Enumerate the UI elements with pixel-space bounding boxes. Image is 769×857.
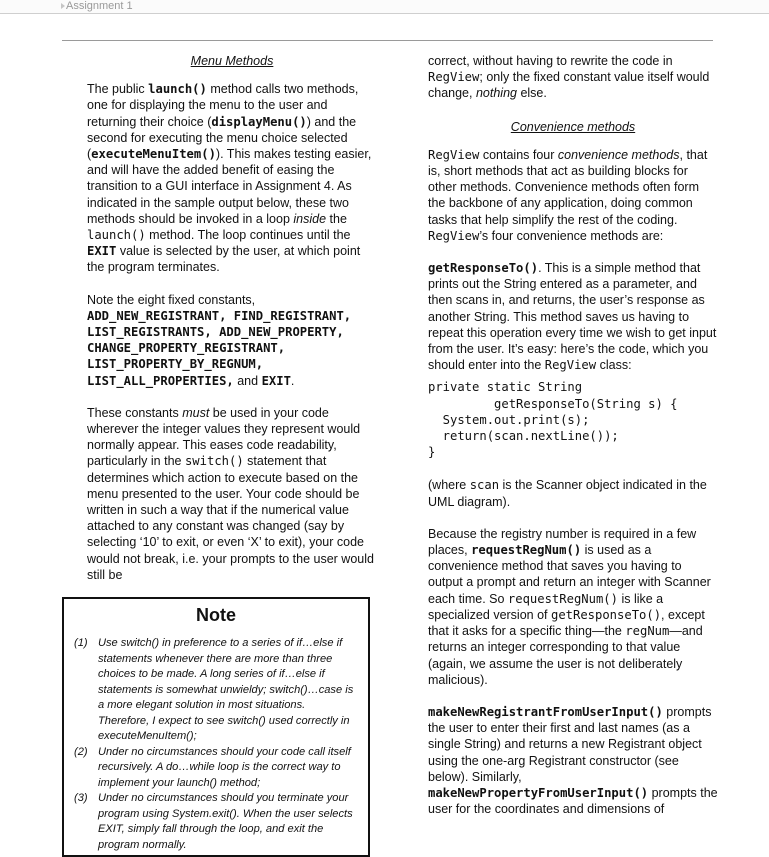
paragraph-constants: Note the eight fixed constants, ADD_NEW_REGISTRANT, FIND_REGISTRANT, LIST_REGISTRANTS, ADD_NEW_PROPERTY, CHANGE_PROPERTY_REGISTRANT, LIST_PROPERTY_BY_REGNUM, LIST_ALL_PROPERTIES, and EXIT.	[87, 292, 352, 388]
right-column	[428, 53, 718, 817]
code-block	[428, 379, 718, 460]
paragraph-launch: The public launch() method calls two methods, one for displaying the menu to the user and returning their choice (displayMenu()) and the second for executing the menu choice selected (executeMenuItem()). This makes testing easier, and will have the added benefit of easing the transition to a GUI interface in Assignment 4. As indicated in the sample output below, these two methods should be invoked in a loop inside the launch() method. The loop continues until the EXIT value is selected by the user, at which point the program terminates.	[87, 82, 372, 275]
paragraph-continuation: correct, without having to rewrite the code in RegView; only the fixed constant value itself would change, nothing else.	[428, 54, 710, 101]
top-bar	[0, 0, 769, 14]
paragraph-getresponseto: getResponseTo(). This is a simple method that prints out the String entered as a parameter, and then scans in, and returns, the user’s response as another String. This method saves us having to repeat this operation every time we wish to get input from the user. It’s easy: here’s the code, which you should enter into the RegView class:	[428, 261, 717, 373]
code-line: getResponseTo(String s) {	[428, 396, 678, 411]
code-line: return(scan.nextLine());	[428, 429, 619, 444]
collapse-triangle-icon[interactable]	[61, 3, 65, 9]
note-list	[64, 636, 368, 853]
code-line: System.out.print(s);	[428, 412, 590, 427]
section-heading-convenience-methods: Convenience methods	[510, 119, 636, 134]
paragraph-makenew: makeNewRegistrantFromUserInput() prompts the user to enter their first and last names (as a single String) and returns a new Registrant object using the one-arg Registrant constructor (see below). Similarly, makeNewPropertyFromUserInput() prompts the user for the coordinates and dimensions of	[428, 704, 718, 817]
paragraph-requestregnum: Because the registry number is required in a few places, requestRegNum() is used as a convenience method that saves you having to output a prompt and return an integer with Scanner each time. So requestRegNum() is like a specialized version of getResponseTo(), except that it asks for a specific thing—the regNum—and returns an integer corresponding to that value (again, we assume the user is not deliberately malicious).	[428, 526, 711, 687]
paragraph-constants-usage: These constants must be used in your code wherever the integer values they represent would normally appear. This eases code readability, particularly in the switch() statement that determines which action to execute based on the menu presented to the user. Your code should be written in such a way that if the numerical value attached to any constant was changed (say by selecting ‘10’ to exit, or even ‘X’ to exit), your code would not break, i.e. your prompts to the user would still be	[87, 405, 374, 582]
note-item-2: (2) Under no circumstances should your code call itself recursively. A do…while loop is the correct way to implement your launch() method;	[74, 745, 351, 789]
note-box	[62, 597, 370, 857]
code-line: private static String	[428, 380, 583, 395]
breadcrumb[interactable]: Assignment 1	[66, 0, 133, 12]
note-item-3: (3) Under no circumstances should you terminate your program using System.exit(). When the user selects EXIT, simply fall through the loop, and exit the program normally.	[74, 792, 353, 851]
left-column	[87, 53, 377, 583]
code-line: }	[428, 445, 436, 460]
note-item-1: (1) Use switch() in preference to a series of if…else if statements whenever there are more than three choices to be made. A long series of if…else if statements is somewhat unwieldy; switch()…case is a more elegant solution in most situations. Therefore, I expect to see switch() used correctly in executeMenuItem();	[74, 637, 354, 742]
header-rule	[62, 40, 713, 41]
paragraph-convenience: RegView contains four convenience methods, that is, short methods that act as building blocks for other methods. Convenience methods often form the backbone of any application, doing common tasks that help simplify the rest of the coding. RegView’s four convenience methods are:	[428, 147, 708, 243]
note-title: Note	[196, 605, 236, 625]
section-heading-menu-methods: Menu Methods	[190, 54, 274, 68]
paragraph-scan: (where scan is the Scanner object indicated in the UML diagram).	[428, 478, 707, 509]
